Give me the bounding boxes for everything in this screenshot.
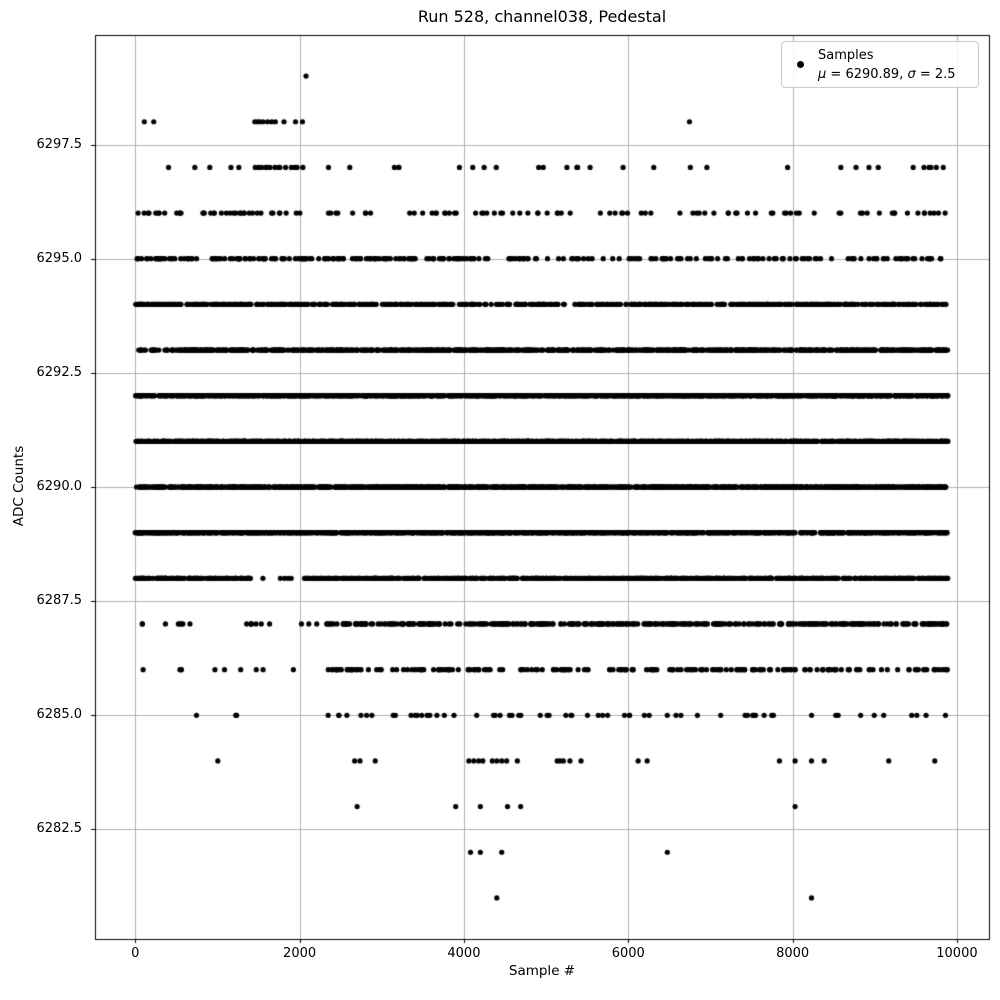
y-axis-label: ADC Counts <box>11 445 27 527</box>
samples-marker-icon <box>797 61 804 68</box>
y-tick-label: 6297.5 <box>36 136 82 152</box>
legend <box>781 41 979 88</box>
legend-label-samples: Samples <box>818 47 874 63</box>
x-tick-label: 2000 <box>283 946 317 961</box>
x-tick-label: 10000 <box>936 946 978 961</box>
mu-symbol: μ <box>818 66 827 82</box>
y-tick-label: 6287.5 <box>36 593 82 609</box>
chart-title: Run 528, channel038, Pedestal <box>417 7 667 26</box>
x-tick-label: 6000 <box>611 946 645 961</box>
mu-value: = 6290.89, <box>826 66 908 82</box>
sigma-symbol: σ <box>907 66 916 82</box>
x-tick-label: 4000 <box>447 946 481 961</box>
y-tick-label: 6295.0 <box>36 250 82 266</box>
legend-stats-line <box>818 65 956 84</box>
x-axis-label: Sample # <box>508 963 576 979</box>
x-tick-label: 8000 <box>776 946 810 961</box>
legend-marker-column <box>782 61 818 68</box>
y-tick-label: 6282.5 <box>36 821 82 837</box>
y-tick-label: 6290.0 <box>36 479 82 494</box>
y-tick-label: 6292.5 <box>36 364 82 380</box>
y-tick-label: 6285.0 <box>36 707 82 723</box>
sigma-value: = 2.5 <box>915 66 956 82</box>
x-tick-label: 0 <box>131 946 140 961</box>
